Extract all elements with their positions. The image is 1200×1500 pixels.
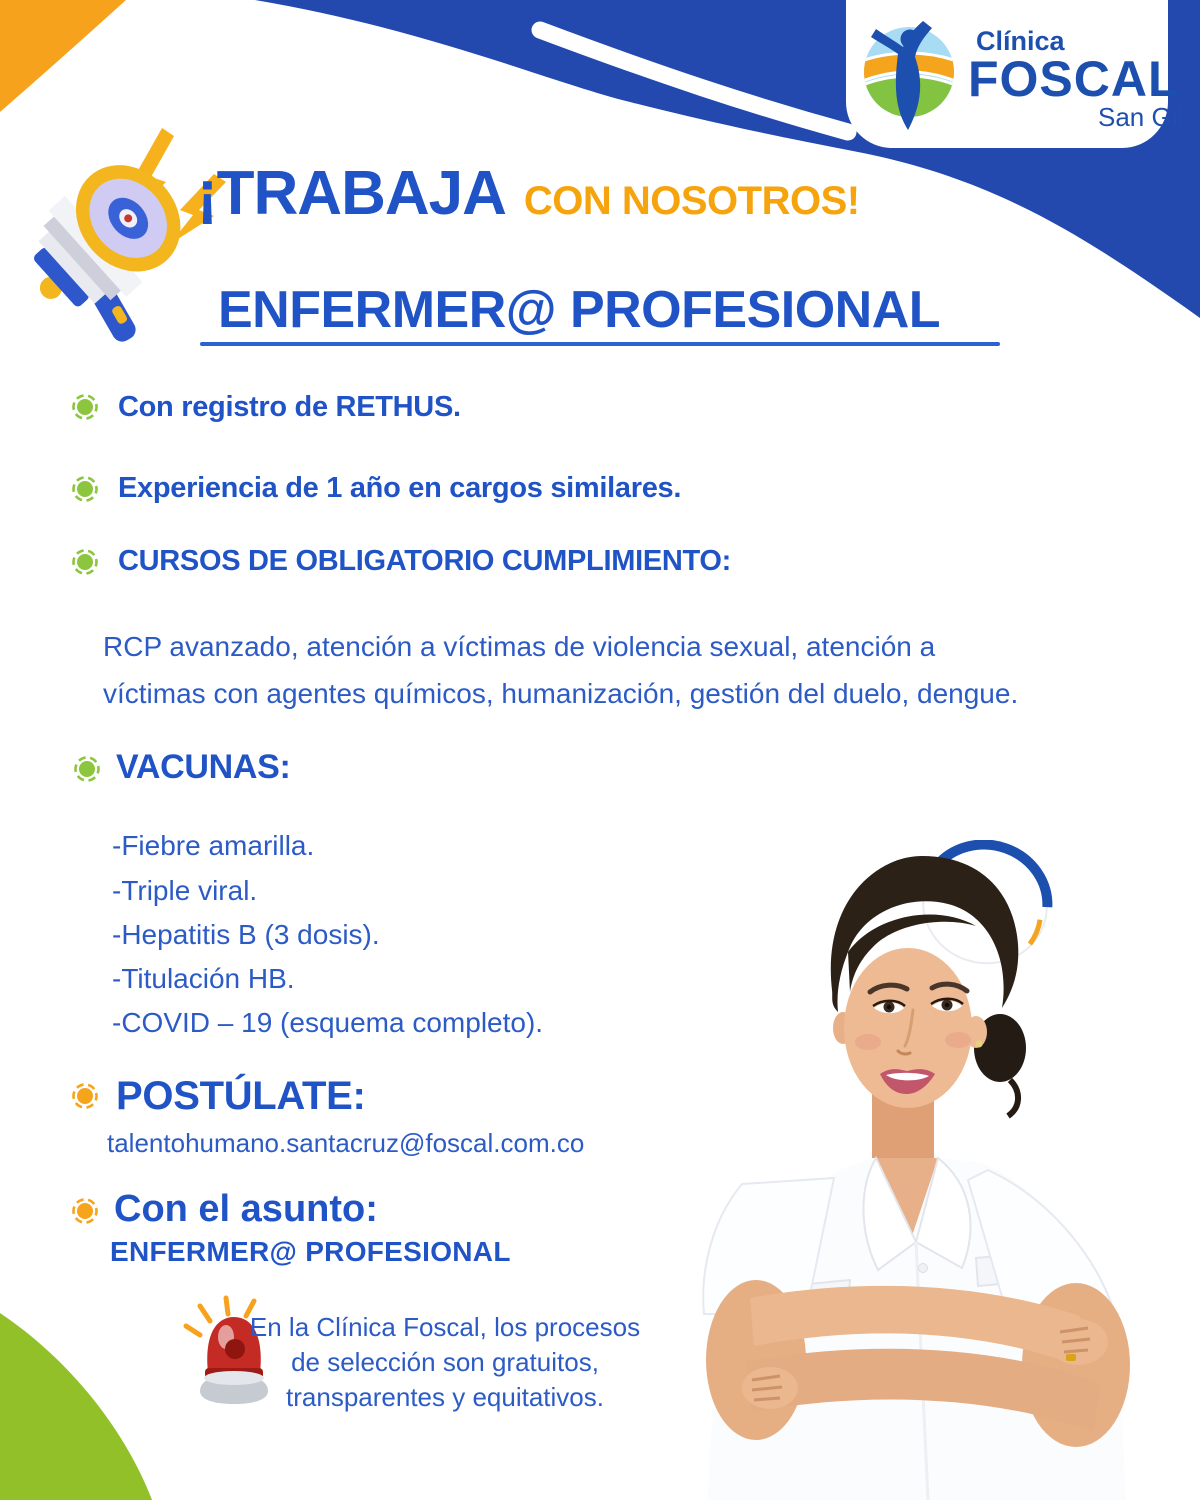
logo-clinic-label: Clínica <box>976 26 1065 56</box>
vaccine-item: -Hepatitis B (3 dosis). <box>112 919 380 950</box>
orange-bullet-icon <box>72 1198 98 1224</box>
orange-corner-shape <box>0 0 126 112</box>
green-bullet-icon <box>72 394 98 420</box>
apply-email: talentohumano.santacruz@foscal.com.co <box>107 1128 585 1158</box>
subject-value: ENFERMER@ PROFESIONAL <box>110 1236 511 1267</box>
requirement-item: CURSOS DE OBLIGATORIO CUMPLIMIENTO: <box>118 545 732 577</box>
logo-branch: San Gil <box>1098 102 1184 132</box>
courses-paragraph-line: víctimas con agentes químicos, humanización, gestión del duelo, dengue. <box>103 678 1019 709</box>
headline-main: ¡TRABAJA <box>197 159 506 228</box>
role-underline <box>200 342 1000 346</box>
notice-line: de selección son gratuitos, <box>291 1347 599 1377</box>
nurse-photo <box>680 840 1150 1500</box>
vaccine-item: -Titulación HB. <box>112 963 295 994</box>
orange-bullet-icon <box>72 1083 98 1109</box>
apply-heading: POSTÚLATE: <box>116 1074 366 1118</box>
courses-paragraph-line: RCP avanzado, atención a víctimas de violencia sexual, atención a <box>103 631 936 662</box>
headline-accent: CON NOSOTROS! <box>523 179 860 223</box>
role-title: ENFERMER@ PROFESIONAL <box>218 281 941 339</box>
headline <box>197 158 860 229</box>
requirement-item: Con registro de RETHUS. <box>118 391 461 423</box>
green-bullet-icon <box>72 476 98 502</box>
notice-line: transparentes y equitativos. <box>286 1382 604 1412</box>
notice-text <box>240 1310 650 1415</box>
notice-line: En la Clínica Foscal, los procesos <box>249 1312 641 1342</box>
subject-heading: Con el asunto: <box>114 1188 378 1230</box>
green-bullet-icon <box>74 756 100 782</box>
green-corner-shape <box>0 1300 200 1500</box>
green-bullet-icon <box>72 549 98 575</box>
vaccine-item: -Triple viral. <box>112 875 258 906</box>
vaccine-item: -Fiebre amarilla. <box>112 830 315 861</box>
vaccines-heading: VACUNAS: <box>116 748 291 786</box>
logo-name: FOSCAL <box>968 51 1180 107</box>
vaccine-item: -COVID – 19 (esquema completo). <box>112 1007 544 1038</box>
requirement-item: Experiencia de 1 año en cargos similares. <box>118 472 682 504</box>
